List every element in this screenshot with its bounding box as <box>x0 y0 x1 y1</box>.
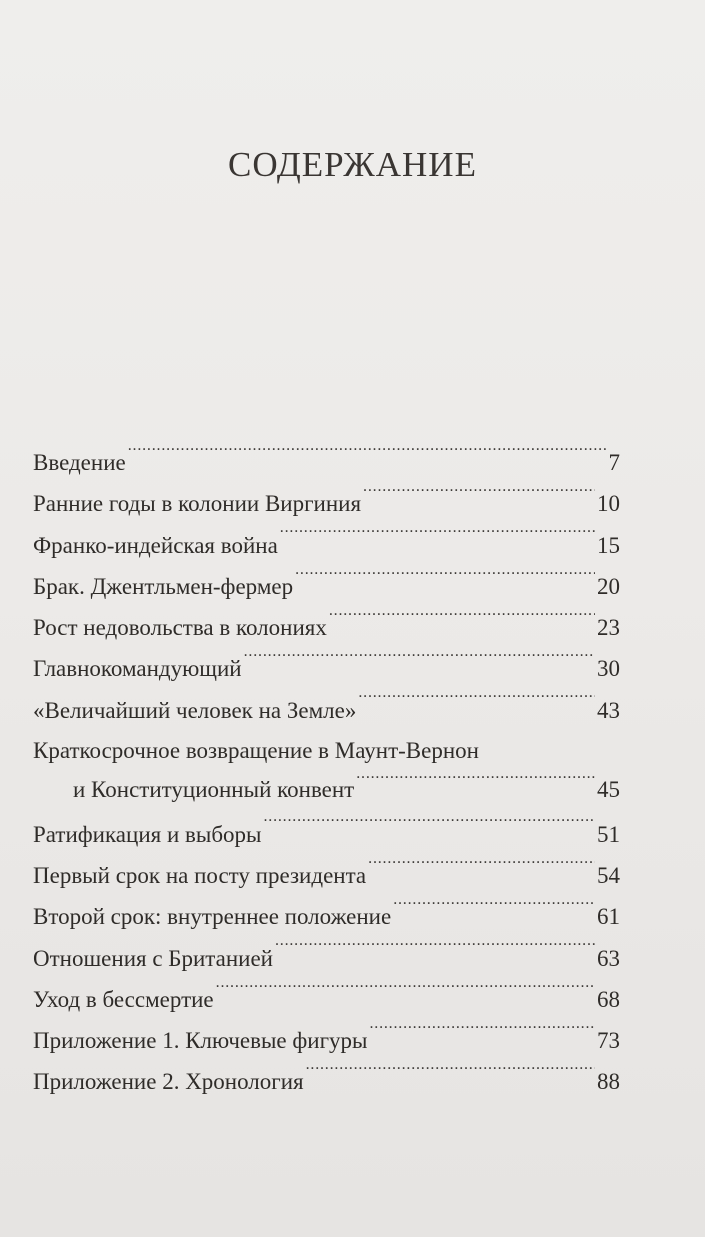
toc-entry-label: «Величайший человек на Земле» <box>33 697 357 723</box>
dot-leader <box>363 488 595 511</box>
toc-entry-page: 63 <box>597 945 620 971</box>
toc-entry-label: Ранние годы в колонии Виргиния <box>33 491 362 517</box>
toc-entry <box>33 1020 620 1061</box>
toc-entry <box>33 648 620 689</box>
toc-entry-label: Отношения с Британией <box>33 945 273 971</box>
toc-entry <box>33 814 620 855</box>
toc-entry-label: Франко-индейская война <box>33 532 278 558</box>
toc-entry <box>33 896 620 937</box>
dot-leader <box>263 819 595 842</box>
dot-leader <box>295 571 595 594</box>
dot-leader <box>306 1066 595 1089</box>
toc-entry-page: 68 <box>597 986 620 1012</box>
table-of-contents <box>33 442 620 1103</box>
dot-leader <box>280 530 595 553</box>
toc-entry-page: 10 <box>597 491 620 517</box>
toc-entry-page: 45 <box>597 777 620 803</box>
page-title: СОДЕРЖАНИЕ <box>228 145 477 184</box>
toc-entry-page: 20 <box>597 573 620 599</box>
toc-entry <box>33 442 620 483</box>
toc-entry-page: 15 <box>597 532 620 558</box>
toc-entry <box>33 607 620 648</box>
dot-leader <box>275 943 595 966</box>
toc-entry <box>33 938 620 979</box>
toc-entry <box>33 690 620 731</box>
dot-leader <box>393 901 595 924</box>
dot-leader <box>368 860 595 883</box>
dot-leader <box>358 695 595 718</box>
toc-entry-label: Брак. Джентльмен-фермер <box>33 573 294 599</box>
toc-entry-label: Приложение 1. Ключевые фигуры <box>33 1028 368 1054</box>
toc-entry-page: 54 <box>597 862 620 888</box>
toc-entry-page: 73 <box>597 1028 620 1054</box>
toc-entry-page: 23 <box>597 615 620 641</box>
toc-entry-label: Главнокомандующий <box>33 656 242 682</box>
toc-entry-label: Введение <box>33 450 126 475</box>
dot-leader <box>128 447 607 470</box>
toc-entry <box>33 525 620 566</box>
toc-entry-page: 51 <box>597 821 620 847</box>
toc-entry <box>33 855 620 896</box>
toc-entry-label-line2: и Конституционный конвент <box>73 777 355 803</box>
dot-leader <box>244 653 595 676</box>
toc-entry-page: 30 <box>597 656 620 682</box>
toc-entry-label: Уход в бессмертие <box>33 986 214 1012</box>
toc-entry <box>33 979 620 1020</box>
toc-entry-label: Рост недовольства в колониях <box>33 615 327 641</box>
toc-entry-line2 <box>33 770 620 809</box>
toc-entry-label-line1: Краткосрочное возвращение в Маунт-Вернон <box>33 738 479 764</box>
dot-leader <box>369 1025 595 1048</box>
toc-entry-label: Ратификация и выборы <box>33 821 262 847</box>
toc-entry-label: Приложение 2. Хронология <box>33 1069 304 1095</box>
dot-leader <box>216 984 595 1007</box>
toc-entry-page: 7 <box>608 450 620 475</box>
toc-entry-page: 61 <box>597 904 620 930</box>
toc-entry-label: Первый срок на посту президента <box>33 862 367 888</box>
toc-entry <box>33 483 620 524</box>
toc-entry <box>33 566 620 607</box>
dot-leader <box>356 774 595 797</box>
toc-entry <box>33 731 620 814</box>
toc-entry <box>33 1061 620 1102</box>
dot-leader <box>329 612 595 635</box>
toc-entry-page: 43 <box>597 697 620 723</box>
toc-entry-page: 88 <box>597 1069 620 1095</box>
toc-entry-label: Второй срок: внутреннее положение <box>33 904 392 930</box>
